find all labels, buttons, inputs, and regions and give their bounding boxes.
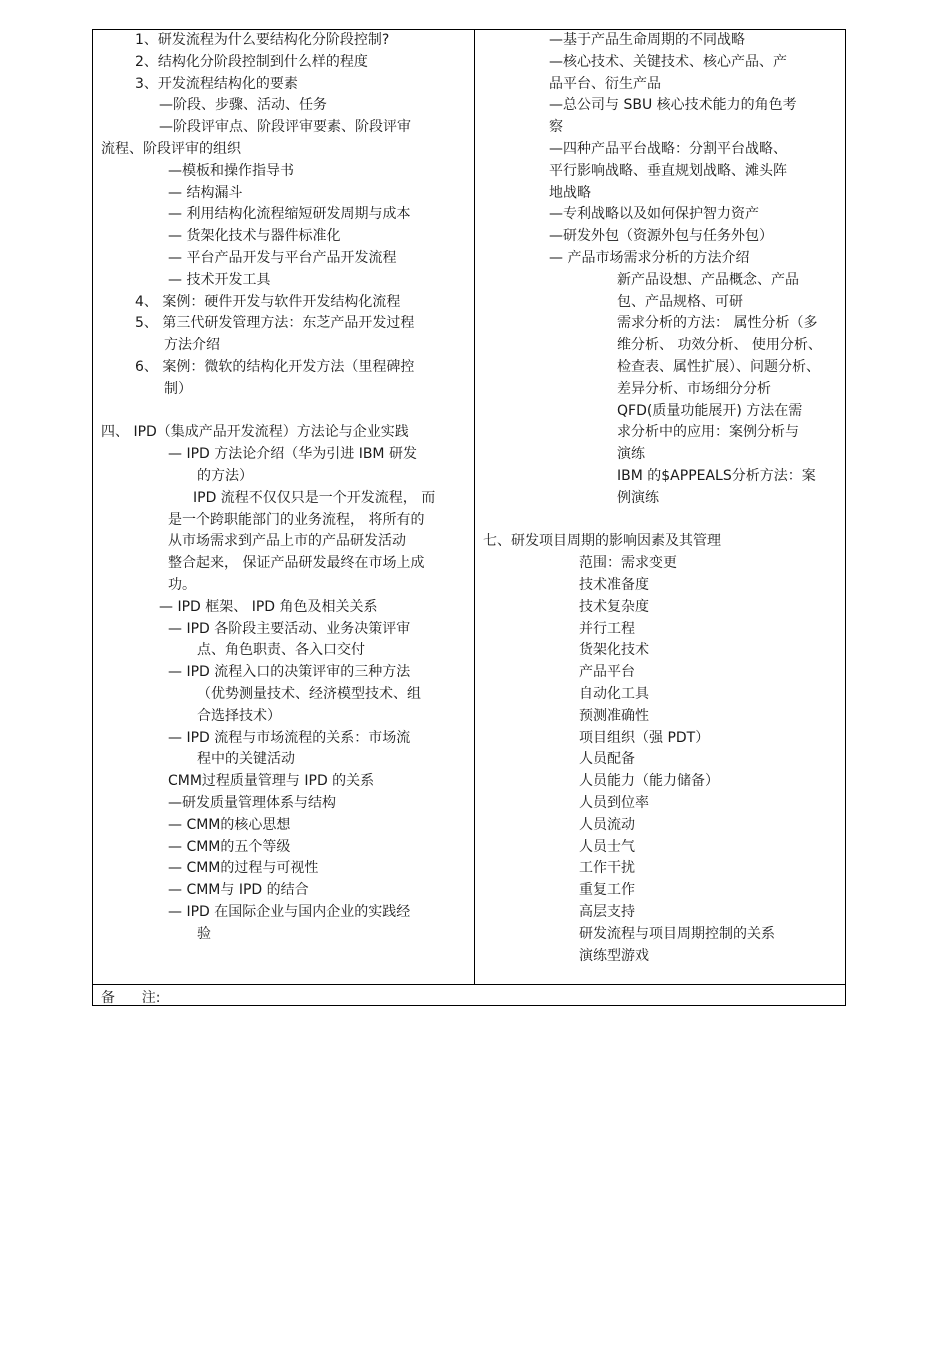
text-line: — IPD 流程入口的决策评审的三种方法 [168,664,411,681]
text-line: 3、开发流程结构化的要素 [135,75,298,92]
text-line: — IPD 流程与市场流程的关系：市场流 [168,729,411,746]
text-line: 平行影响战略、垂直规划战略、滩头阵 [549,162,787,179]
text-line: 重复工作 [579,882,635,899]
text-line: 技术复杂度 [579,598,649,615]
text-line: 项目组织（强 PDT） [579,729,710,746]
text-line: 新产品设想、产品概念、产品 [617,271,799,288]
remark-divider [93,984,845,985]
text-line: —研发质量管理体系与结构 [168,795,336,811]
text-line: 包、产品规格、可研 [617,293,743,310]
text-line: 范围：需求变更 [579,555,677,572]
text-line: 察 [549,119,563,136]
text-line: 地战略 [549,184,591,201]
text-line: 方法介绍 [164,337,220,354]
text-line: 4、 案例：硬件开发与软件开发结构化流程 [135,293,401,310]
text-line: 点、角色职责、各入口交付 [197,642,365,659]
text-line: 是一个跨职能部门的业务流程， 将所有的 [168,511,425,528]
text-line: 功。 [168,577,196,593]
text-line: 人员配备 [579,751,635,768]
text-line: 求分析中的应用：案例分析与 [617,424,799,441]
text-line: 技术准备度 [579,577,649,593]
text-line: （优势测量技术、经济模型技术、组 [197,686,421,702]
text-line: — 技术开发工具 [168,271,271,288]
text-line: — 产品市场需求分析的方法介绍 [549,250,750,266]
text-line: QFD(质量功能展开) 方法在需 [617,402,803,419]
text-line: — 平台产品开发与平台产品开发流程 [168,250,397,266]
text-line: —阶段评审点、阶段评审要素、阶段评审 [159,119,411,136]
text-line: — CMM的五个等级 [168,838,291,855]
text-line: 检查表、属性扩展）、问题分析、 [617,359,820,375]
text-line: 人员士气 [579,838,635,855]
text-line: 工作干扰 [579,860,635,877]
text-line: — CMM的过程与可视性 [168,860,319,877]
text-line: 6、 案例：微软的结构化开发方法（里程碑控 [135,359,415,375]
text-line: 自动化工具 [579,686,649,702]
text-line: 5、 第三代研发管理方法：东芝产品开发过程 [135,315,415,332]
text-line: —研发外包（资源外包与任务外包） [549,228,773,245]
text-line: 产品平台 [579,664,635,681]
text-line: IBM 的$APPEALS分析方法：案 [617,468,816,484]
text-line: 从市场需求到产品上市的产品研发活动 [168,533,406,550]
text-line: 验 [197,925,211,942]
text-line: —阶段、步骤、活动、任务 [159,97,327,114]
text-line: 货架化技术 [579,642,649,659]
text-line: —四种产品平台战略：分割平台战略、 [549,141,787,157]
text-line: 演练型游戏 [579,947,649,964]
text-line: 2、结构化分阶段控制到什么样的程度 [135,53,368,70]
text-line: — CMM与 IPD 的结合 [168,882,309,899]
text-line: — 利用结构化流程缩短研发周期与成本 [168,206,411,223]
text-line: — IPD 方法论介绍（华为引进 IBM 研发 [168,446,417,463]
text-line: 例演练 [617,489,659,506]
text-line: IPD 流程不仅仅只是一个开发流程， 而 [193,489,436,506]
text-line: 整合起来， 保证产品研发最终在市场上成 [168,555,425,572]
text-line: —基于产品生命周期的不同战略 [549,32,745,48]
text-line: —专利战略以及如何保护智力资产 [549,206,759,223]
text-line: 的方法） [197,468,253,484]
text-line: 1、研发流程为什么要结构化分阶段控制? [135,32,390,48]
text-line: —核心技术、关键技术、核心产品、产 [549,53,787,70]
text-line: 维分析、 功效分析、 使用分析、 [617,337,822,354]
text-line: — IPD 在国际企业与国内企业的实践经 [168,904,411,920]
text-line: — 结构漏斗 [168,184,243,201]
text-line: 人员到位率 [579,795,649,811]
text-line: 预测准确性 [579,707,649,724]
text-line: 差异分析、市场细分分析 [617,380,771,397]
text-line: —模板和操作指导书 [168,162,294,179]
text-line: 研发流程与项目周期控制的关系 [579,925,775,942]
text-line: 品平台、衍生产品 [549,75,661,92]
text-line: 七、研发项目周期的影响因素及其管理 [483,533,721,550]
text-line: 制） [164,380,192,397]
text-line: — IPD 各阶段主要活动、业务决策评审 [168,620,411,637]
text-line: —总公司与 SBU 核心技术能力的角色考 [549,97,797,114]
text-line: 合选择技术） [197,707,281,724]
text-line: 四、 IPD（集成产品开发流程）方法论与企业实践 [101,424,409,441]
text-line: 并行工程 [579,620,635,637]
text-line: 演练 [617,446,645,463]
text-line: 程中的关键活动 [197,751,295,768]
document-table [92,29,846,1006]
text-line: — CMM的核心思想 [168,816,291,833]
remark-label: 备 注: [101,990,161,1006]
text-line: 高层支持 [579,904,635,920]
text-line: — 货架化技术与器件标准化 [168,228,341,245]
column-divider [474,30,475,984]
text-line: CMM过程质量管理与 IPD 的关系 [168,773,375,790]
text-line: 人员能力（能力储备） [579,773,719,790]
text-line: 流程、阶段评审的组织 [101,141,241,157]
text-line: 人员流动 [579,816,635,833]
text-line: 需求分析的方法： 属性分析（多 [617,315,818,332]
text-line: — IPD 框架、 IPD 角色及相关关系 [159,598,378,615]
